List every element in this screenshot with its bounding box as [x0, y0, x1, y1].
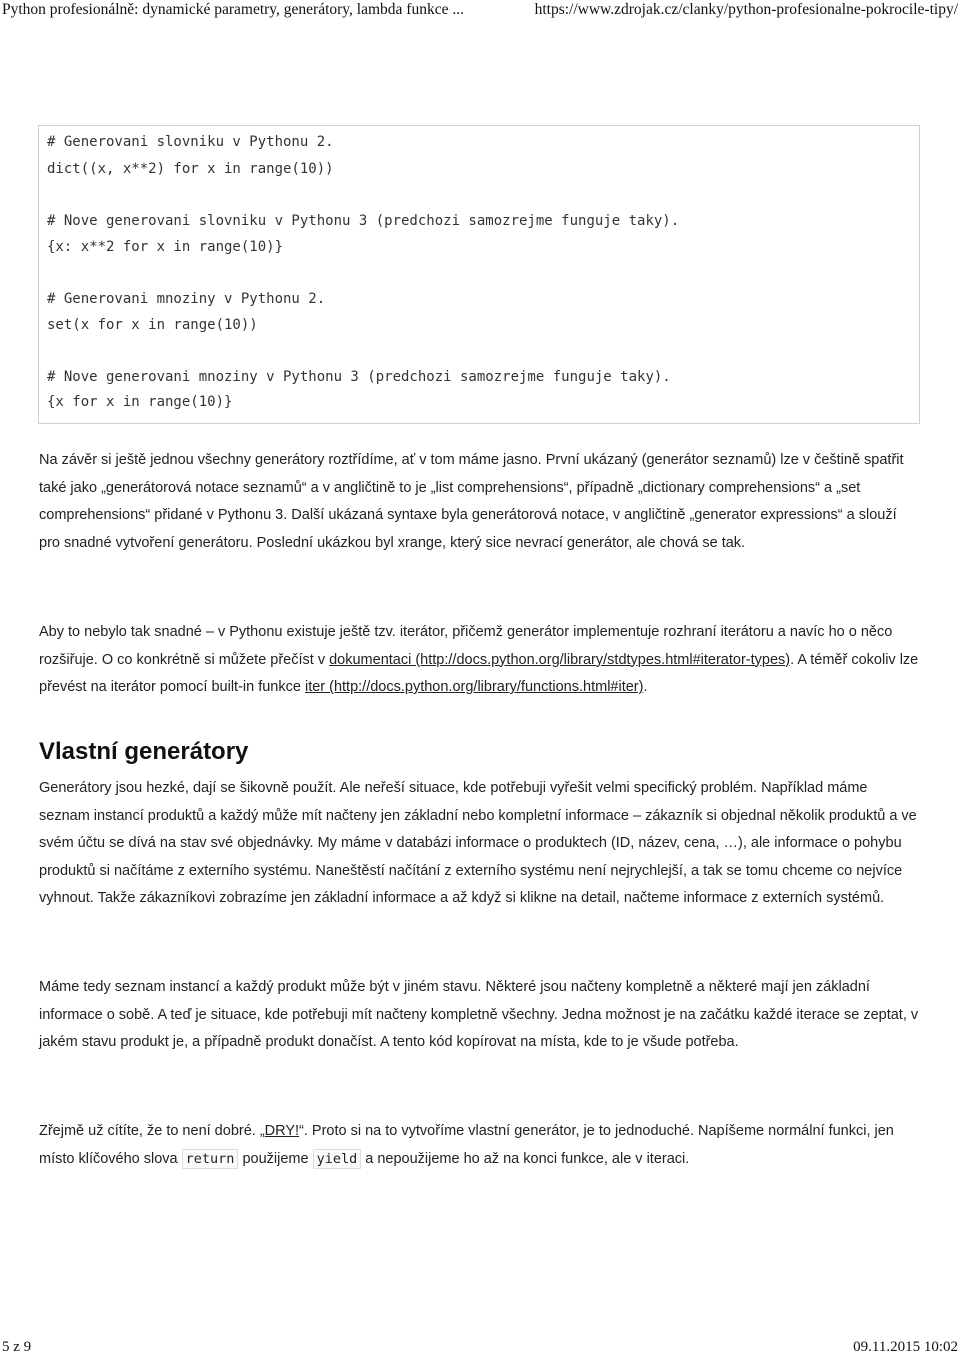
text-span: použijeme [238, 1150, 313, 1167]
yield-keyword: yield [313, 1149, 362, 1169]
paragraph-generator-summary: Na závěr si ještě jednou všechny generátory roztřídíme, ať v tom máme jasno. První ukázaný (generátor seznamů) lze v češtině spatřit také jako „generátorová notace seznamů“ a v angličtině to je „list comprehensions“, případně „dictionary comprehensions“ a „set comprehensions“ přidané v Pythonu 3. Další ukázaná syntaxe byla generátorová notace, v angličtině „generator expressions“ a slouží pro snadné vytvoření generátoru. Poslední ukázkou byl xrange, který sice nevrací generátor, ale chová se tak. [39, 452, 904, 551]
code-line: # Nove generovani slovniku v Pythonu 3 (predchozi samozrejme funguje taky). [47, 213, 680, 229]
section-heading: Vlastní generátory [39, 738, 249, 765]
code-block [38, 125, 920, 424]
page-number: 5 z 9 [2, 1339, 32, 1355]
code-line: set(x for x in range(10)) [47, 317, 258, 333]
paragraph-product-states: Máme tedy seznam instancí a každý produkt může být v jiném stavu. Některé jsou načteny kompletně a některé mají jen základní informace o sobě. A teď je situace, kde potřebuji mít načteny kompletně všechny. Jedna možnost je na začátku každé iterace se zeptat, v jakém stavu produkt je, a případně produkt donačíst. A tento kód kopírovat na místa, kde to je všude potřeba. [39, 979, 919, 1050]
text-span: Aby to nebylo tak snadné – v Pythonu existuje ještě tzv. iterátor, přičemž generátor implementuje rozhraní iterátoru a navíc ho o něco rozšiřuje. O co konkrétně si můžete přečíst v [39, 624, 893, 668]
page-url: https://www.zdrojak.cz/clanky/python-profesionalne-pokrocile-tipy/ [534, 1, 958, 18]
return-keyword: return [182, 1149, 239, 1169]
print-footer [0, 1339, 960, 1357]
text-span: Zřejmě už cítíte, že to není dobré. „ [39, 1123, 265, 1139]
text-span: a nepoužijeme ho až na konci funkce, ale v iteraci. [361, 1150, 690, 1167]
paragraph-custom-generators: Generátory jsou hezké, dají se šikovně použít. Ale neřeší situace, kde potřebuji vyřešit velmi specifický problém. Například máme seznam instancí produktů a každý může mít načteny jen základní nebo kompletní informace – zákazník si objednal několik produktů a ve svém účtu se dívá na stav své objednávky. My máme v databázi informace o produktech (ID, název, cena, …), ale informace o pohybu produktů si načítáme z externího systému. Naneštěstí načítání z externího systému není nejrychlejší, a tak se tomu chceme co nejvíce vyhnout. Takže zákazníkovi zobrazíme jen základní informace a až když si klikne na detail, načteme informace z externích systémů. [39, 780, 917, 906]
code-line: dict((x, x**2) for x in range(10)) [47, 161, 334, 177]
code-line: {x for x in range(10)} [47, 394, 233, 410]
text-span: “. Proto si na to vytvoříme vlastní generátor, je to jednoduché. Napíšeme normální funkci, jen místo klíčového slova [39, 1123, 894, 1167]
page-title: Python profesionálně: dynamické parametry, generátory, lambda funkce ... [2, 1, 464, 18]
documentation-link[interactable]: dokumentaci (http://docs.python.org/library/stdtypes.html#iterator-types) [329, 651, 791, 668]
text-span: . A téměř cokoliv lze převést na iterátor pomocí built-in funkce [39, 651, 919, 695]
iter-link[interactable]: iter (http://docs.python.org/library/functions.html#iter) [304, 679, 644, 695]
code-line: # Nove generovani mnoziny v Pythonu 3 (predchozi samozrejme funguje taky). [47, 369, 671, 385]
code-line: # Generovani mnoziny v Pythonu 2. [47, 291, 326, 307]
dry-link[interactable]: DRY! [264, 1123, 300, 1139]
paragraph-dry [39, 1118, 919, 1173]
print-header [0, 0, 960, 22]
code-line: {x: x**2 for x in range(10)} [47, 239, 284, 255]
paragraph-iterator [39, 619, 919, 702]
text-span: . [643, 679, 648, 695]
print-datetime: 09.11.2015 10:02 [853, 1339, 958, 1355]
code-line: # Generovani slovniku v Pythonu 2. [47, 134, 334, 150]
